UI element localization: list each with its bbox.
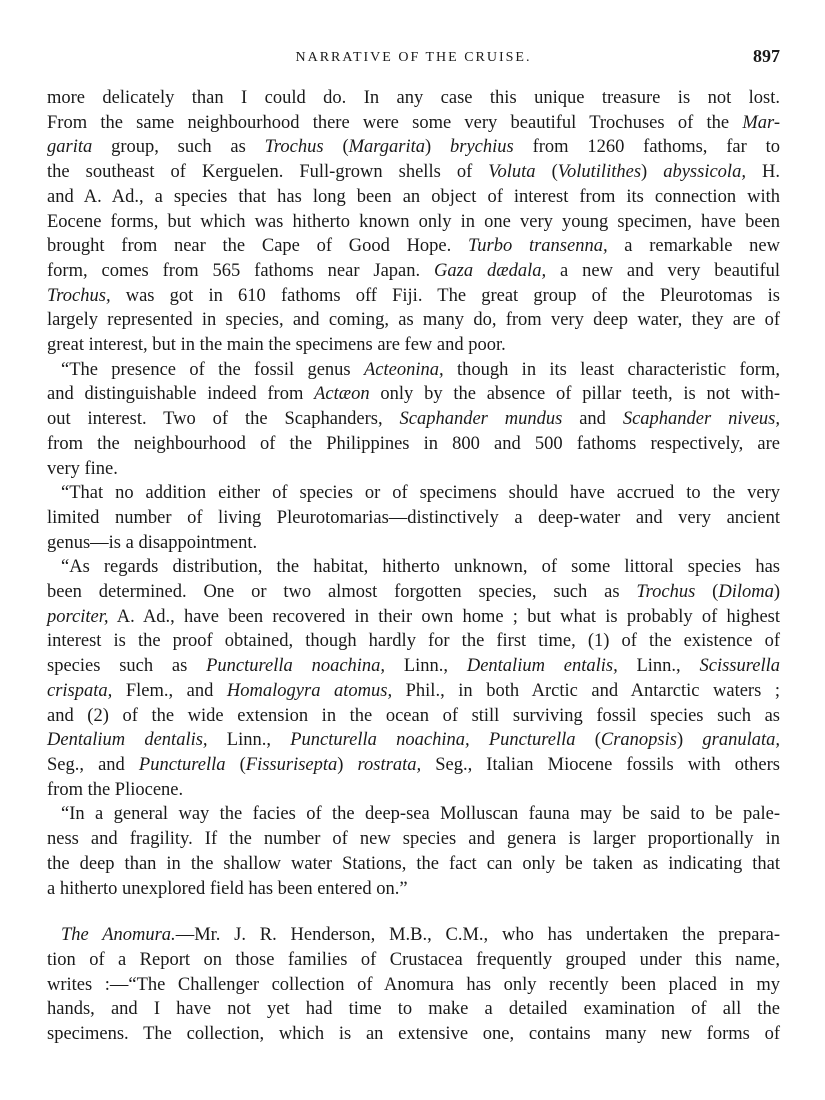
italic-text: rostrata, bbox=[357, 754, 422, 775]
italic-text: Mar- bbox=[742, 112, 780, 133]
text-run: ( bbox=[323, 137, 349, 158]
italic-text: Scaphander mundus bbox=[399, 409, 563, 430]
text-run: species such as bbox=[47, 656, 207, 677]
text-run: “The presence of the fossil genus bbox=[61, 359, 364, 380]
text-line bbox=[47, 531, 780, 556]
text-line bbox=[47, 948, 780, 973]
text-line bbox=[47, 210, 780, 235]
text-line bbox=[47, 923, 780, 948]
text-line bbox=[47, 704, 780, 729]
italic-text: Actæon bbox=[314, 384, 370, 405]
text-run: specimens. The collection, which is an extensive one, contains many new forms of bbox=[47, 1024, 780, 1045]
text-line bbox=[47, 555, 780, 580]
text-run: ) bbox=[641, 162, 664, 183]
text-run: a remarkable new bbox=[607, 236, 780, 257]
section-gap bbox=[47, 901, 780, 923]
text-run: Flem., and bbox=[112, 680, 227, 701]
text-run: Linn., bbox=[385, 656, 467, 677]
text-run: From the same neighbourhood there were some very beautiful Trochuses of the bbox=[47, 112, 743, 133]
italic-text: Puncturella noachina, bbox=[206, 656, 386, 677]
text-line bbox=[47, 877, 780, 902]
text-line bbox=[47, 259, 780, 284]
text-run: Eocene forms, but which was hitherto known only in one very young specimen, have been bbox=[47, 211, 780, 232]
text-run: ) bbox=[337, 754, 358, 775]
text-run: though in its least characteristic form, bbox=[443, 359, 780, 380]
text-run: largely represented in species, and coming, as many do, from very deep water, they are of bbox=[47, 310, 780, 331]
text-line bbox=[47, 605, 780, 630]
text-line bbox=[47, 580, 780, 605]
text-run: brought from near the Cape of Good Hope. bbox=[47, 236, 468, 257]
text-line bbox=[47, 852, 780, 877]
text-run: ( bbox=[695, 582, 719, 603]
italic-text: Cranopsis bbox=[600, 730, 677, 751]
italic-text: Puncturella bbox=[138, 754, 226, 775]
text-run: the deep than in the shallow water Stations, the fact can only be taken as indicating that bbox=[47, 853, 780, 874]
text-run: and A. Ad., a species that has long been an object of interest from its connection with bbox=[47, 186, 780, 207]
text-run: and distinguishable indeed from bbox=[47, 384, 315, 405]
text-run: very fine. bbox=[47, 458, 118, 479]
italic-text: Volutilithes bbox=[557, 162, 642, 183]
italic-text: porciter, bbox=[47, 606, 109, 627]
text-run: been determined. One or two almost forgotten species, such as bbox=[47, 582, 637, 603]
italic-text: Dentalium dentalis, bbox=[47, 730, 208, 751]
text-line bbox=[47, 234, 780, 259]
italic-text: Trochus bbox=[264, 137, 324, 158]
text-run: and bbox=[562, 409, 623, 430]
text-run: “As regards distribution, the habitat, hitherto unknown, of some littoral species has bbox=[61, 557, 780, 578]
italic-text: Turbo transenna, bbox=[468, 236, 608, 257]
text-run: genus—is a disappointment. bbox=[47, 532, 258, 553]
text-run: from the Pliocene. bbox=[47, 779, 184, 800]
text-run: ) bbox=[676, 730, 703, 751]
italic-text: granulata, bbox=[702, 730, 780, 751]
text-line bbox=[47, 432, 780, 457]
text-run: —Mr. J. R. Henderson, M.B., C.M., who has undertaken the prepara- bbox=[175, 925, 780, 946]
header-title: NARRATIVE OF THE CRUISE. bbox=[295, 50, 532, 65]
text-run: was got in 610 fathoms off Fiji. The great group of the Pleurotomas is bbox=[110, 285, 780, 306]
text-line bbox=[47, 111, 780, 136]
text-run: form, comes from 565 fathoms near Japan. bbox=[47, 260, 435, 281]
text-run: from 1260 fathoms, far to bbox=[513, 137, 780, 158]
page-number: 897 bbox=[753, 46, 780, 66]
text-run: great interest, but in the main the specimens are few and poor. bbox=[47, 335, 506, 356]
italic-text: garita bbox=[47, 137, 93, 158]
italic-text: brychius bbox=[450, 137, 514, 158]
italic-text: Dentalium entalis, bbox=[466, 656, 618, 677]
text-line bbox=[47, 973, 780, 998]
text-run: ness and fragility. If the number of new species and genera is larger proportionally in bbox=[47, 829, 780, 850]
text-run: ( bbox=[225, 754, 246, 775]
text-line bbox=[47, 481, 780, 506]
text-run: Linn., bbox=[617, 656, 700, 677]
text-run: out interest. Two of the Scaphanders, bbox=[47, 409, 400, 430]
text-line bbox=[47, 407, 780, 432]
italic-text: Scissurella bbox=[699, 656, 780, 677]
text-line bbox=[47, 679, 780, 704]
text-line bbox=[47, 997, 780, 1022]
text-run: group, such as bbox=[92, 137, 265, 158]
text-run: “In a general way the facies of the deep-sea Molluscan fauna may be said to be pale- bbox=[61, 804, 780, 825]
text-run: Linn., bbox=[207, 730, 291, 751]
italic-text: Puncturella noachina, Puncturella bbox=[290, 730, 576, 751]
italic-text: Acteonina, bbox=[363, 359, 444, 380]
text-run: hands, and I have not yet had time to make a detailed examination of all the bbox=[47, 999, 780, 1020]
italic-text: crispata, bbox=[47, 680, 113, 701]
body-text bbox=[47, 86, 780, 1047]
text-line bbox=[47, 308, 780, 333]
italic-text: Fissurisepta bbox=[245, 754, 338, 775]
text-run: from the neighbourhood of the Philippines in 800 and 500 fathoms respectively, are bbox=[47, 433, 780, 454]
text-line bbox=[47, 654, 780, 679]
italic-text: Trochus, bbox=[47, 285, 111, 306]
text-run: ( bbox=[575, 730, 601, 751]
text-line bbox=[47, 160, 780, 185]
text-run: Phil., in both Arctic and Antarctic waters ; bbox=[392, 680, 780, 701]
text-run: “That no addition either of species or of specimens should have accrued to the very bbox=[61, 483, 780, 504]
text-line bbox=[47, 457, 780, 482]
text-run: ( bbox=[535, 162, 558, 183]
text-run: more delicately than I could do. In any case this unique treasure is not lost. bbox=[47, 88, 780, 108]
text-line bbox=[47, 753, 780, 778]
text-run: writes :—“The Challenger collection of Anomura has only recently been placed in my bbox=[47, 974, 780, 995]
text-run: Seg., Italian Miocene fossils with others bbox=[421, 754, 780, 775]
text-line bbox=[47, 358, 780, 383]
text-run: the southeast of Kerguelen. Full-grown shells of bbox=[47, 162, 489, 183]
italic-text: Gaza dædala, bbox=[434, 260, 547, 281]
text-line bbox=[47, 185, 780, 210]
italic-text: Voluta bbox=[488, 162, 536, 183]
text-line bbox=[47, 284, 780, 309]
italic-text: Diloma bbox=[718, 582, 774, 603]
running-header bbox=[47, 44, 780, 74]
text-run: a hitherto unexplored field has been entered on.” bbox=[47, 878, 408, 899]
italic-text: Homalogyra atomus, bbox=[226, 680, 393, 701]
text-line bbox=[47, 333, 780, 358]
text-run: ) bbox=[425, 137, 451, 158]
text-run: A. Ad., have been recovered in their own home ; but what is probably of highest bbox=[108, 606, 780, 627]
text-line bbox=[47, 802, 780, 827]
text-line bbox=[47, 629, 780, 654]
text-line bbox=[47, 506, 780, 531]
text-line bbox=[47, 827, 780, 852]
text-run: and (2) of the wide extension in the ocean of still surviving fossil species such as bbox=[47, 705, 780, 726]
text-run: Seg., and bbox=[47, 754, 139, 775]
text-line bbox=[47, 382, 780, 407]
italic-text: abyssicola, bbox=[663, 162, 746, 183]
text-run: tion of a Report on those families of Crustacea frequently grouped under this name, bbox=[47, 949, 780, 970]
text-run: only by the absence of pillar teeth, is not with- bbox=[369, 384, 780, 405]
text-line bbox=[47, 728, 780, 753]
text-run: ) bbox=[773, 582, 780, 603]
italic-text: Scaphander niveus, bbox=[622, 409, 780, 430]
text-run: limited number of living Pleurotomarias—distinctively a deep-water and very ancient bbox=[47, 507, 780, 528]
text-run: H. bbox=[745, 162, 780, 183]
text-run: interest is the proof obtained, though hardly for the first time, (1) of the existence of bbox=[47, 631, 780, 652]
italic-text: Trochus bbox=[636, 582, 696, 603]
text-line bbox=[47, 778, 780, 803]
text-line bbox=[47, 135, 780, 160]
italic-text: The Anomura. bbox=[61, 925, 176, 946]
text-line bbox=[47, 86, 780, 111]
text-line bbox=[47, 1022, 780, 1047]
italic-text: Margarita bbox=[348, 137, 426, 158]
text-run: a new and very beautiful bbox=[546, 260, 780, 281]
